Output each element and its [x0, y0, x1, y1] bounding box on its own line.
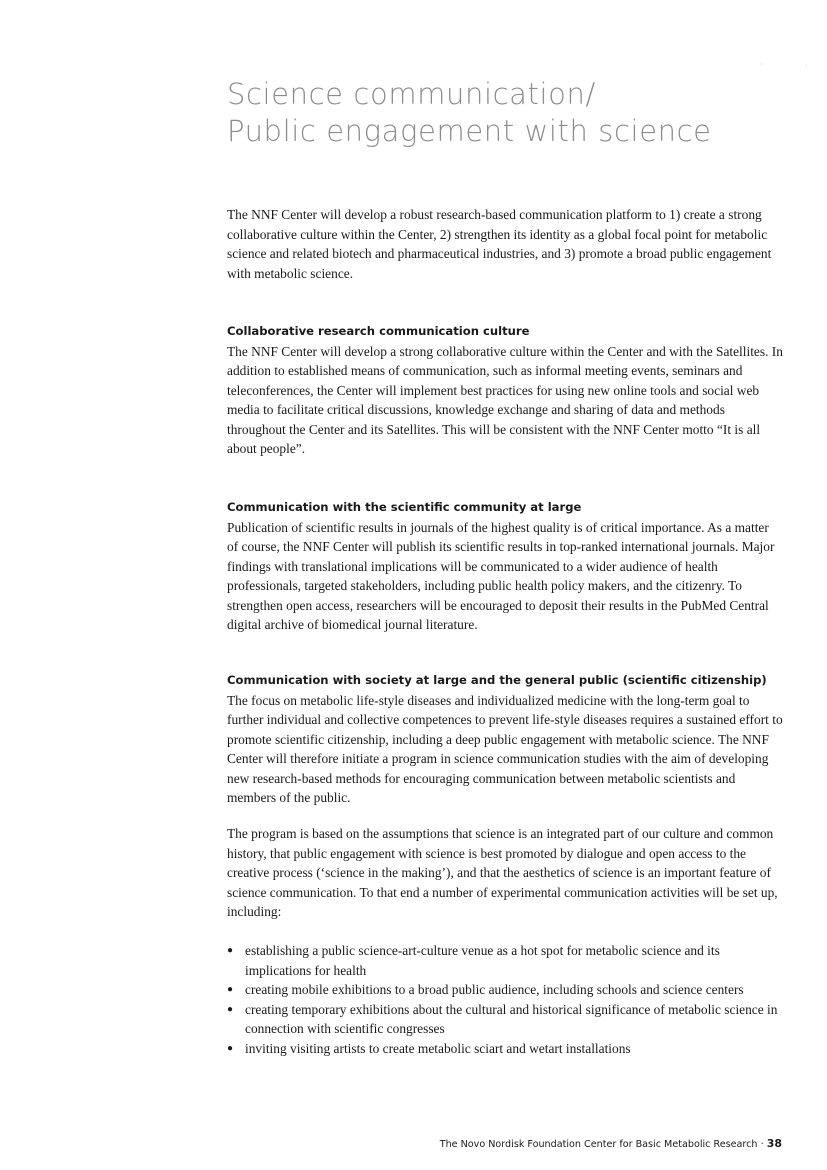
- scan-speck: ·: [805, 62, 808, 71]
- section-heading: Communication with society at large and the general public (scientific citizenship): [227, 673, 767, 687]
- section-scientific-community: [227, 498, 783, 635]
- section-paragraph: The focus on metabolic life-style diseases and individualized medicine with the long-term goal to further individual and collective competences to prevent life-style diseases requires a sustained effort to promote scientific citizenship, including a deep public engagement with metabolic science. The NNF Center will therefore initiate a program in science communication studies with the aim of developing new research-based methods for encouraging communication between metabolic scientists and members of the public.: [227, 692, 783, 805]
- page-number: 38: [766, 1137, 782, 1150]
- title-line-2: Public engagement with science: [227, 114, 712, 148]
- list-item: [227, 980, 783, 1000]
- activities-list: [227, 941, 783, 1058]
- program-section: [227, 824, 783, 922]
- list-item-text: establishing a public science-art-culture venue as a hot spot for metabolic science and its implications for health: [245, 943, 720, 978]
- bullet-icon: ●: [227, 984, 234, 995]
- section-heading: Communication with the scientific community at large: [227, 500, 582, 514]
- section-paragraph: Publication of scientific results in journals of the highest quality is of critical importance. As a matter of course, the NNF Center will publish its scientific results in top-ranked international journals. Major findings with translational implications will be communicated to a wider audience of health professionals, targeted stakeholders, including public health policy makers, and the citizenry. To strengthen open access, researchers will be encouraged to deposit their results in the PubMed Central digital archive of biomedical journal literature.: [227, 519, 775, 632]
- list-item: [227, 1000, 783, 1039]
- page-footer: [440, 1137, 782, 1150]
- bullet-icon: ●: [227, 1003, 234, 1015]
- list-item: [227, 1039, 783, 1059]
- bullet-icon: ●: [227, 1042, 234, 1054]
- section-society-public: [227, 671, 783, 808]
- section-paragraph: The NNF Center will develop a strong collaborative culture within the Center and with the Satellites. In addition to established means of communication, such as informal meeting events, seminars and teleconferences, the Center will implement best practices for using new online tools and social web media to facilitate critical discussions, knowledge exchange and sharing of data and methods throughout the Center and its Satellites. This will be consistent with the NNF Center motto “It is all about people”.: [227, 343, 783, 456]
- list-item-text: inviting visiting artists to create metabolic sciart and wetart installations: [245, 1040, 631, 1056]
- scan-speck: ·: [760, 60, 763, 69]
- bullet-icon: ●: [227, 945, 234, 956]
- page-title: [227, 76, 787, 150]
- title-line-1: Science communication/: [227, 77, 596, 111]
- program-paragraph: The program is based on the assumptions that science is an integrated part of our culture and common history, that public engagement with science is best promoted by dialogue and open access to the creative process (‘science in the making’), and that the aesthetics of science is an important feature of science communication. To that end a number of experimental communication activities will be set up, including:: [227, 826, 778, 919]
- list-item: [227, 941, 783, 980]
- section-collaborative-culture: [227, 322, 783, 459]
- footer-text: The Novo Nordisk Foundation Center for Basic Metabolic Research: [439, 1139, 758, 1150]
- list-item-text: creating mobile exhibitions to a broad public audience, including schools and science centers: [245, 982, 744, 997]
- footer-separator: ·: [760, 1139, 764, 1150]
- list-item-text: creating temporary exhibitions about the cultural and historical significance of metabolic science in connection with scientific congresses: [245, 1001, 778, 1036]
- section-heading: Collaborative research communication culture: [227, 324, 530, 338]
- intro-section: [227, 205, 783, 283]
- intro-paragraph: The NNF Center will develop a robust research-based communication platform to 1) create a strong collaborative culture within the Center, 2) strengthen its identity as a global focal point for metabolic science and related biotech and pharmaceutical industries, and 3) promote a broad public engagement with metabolic science.: [227, 207, 772, 281]
